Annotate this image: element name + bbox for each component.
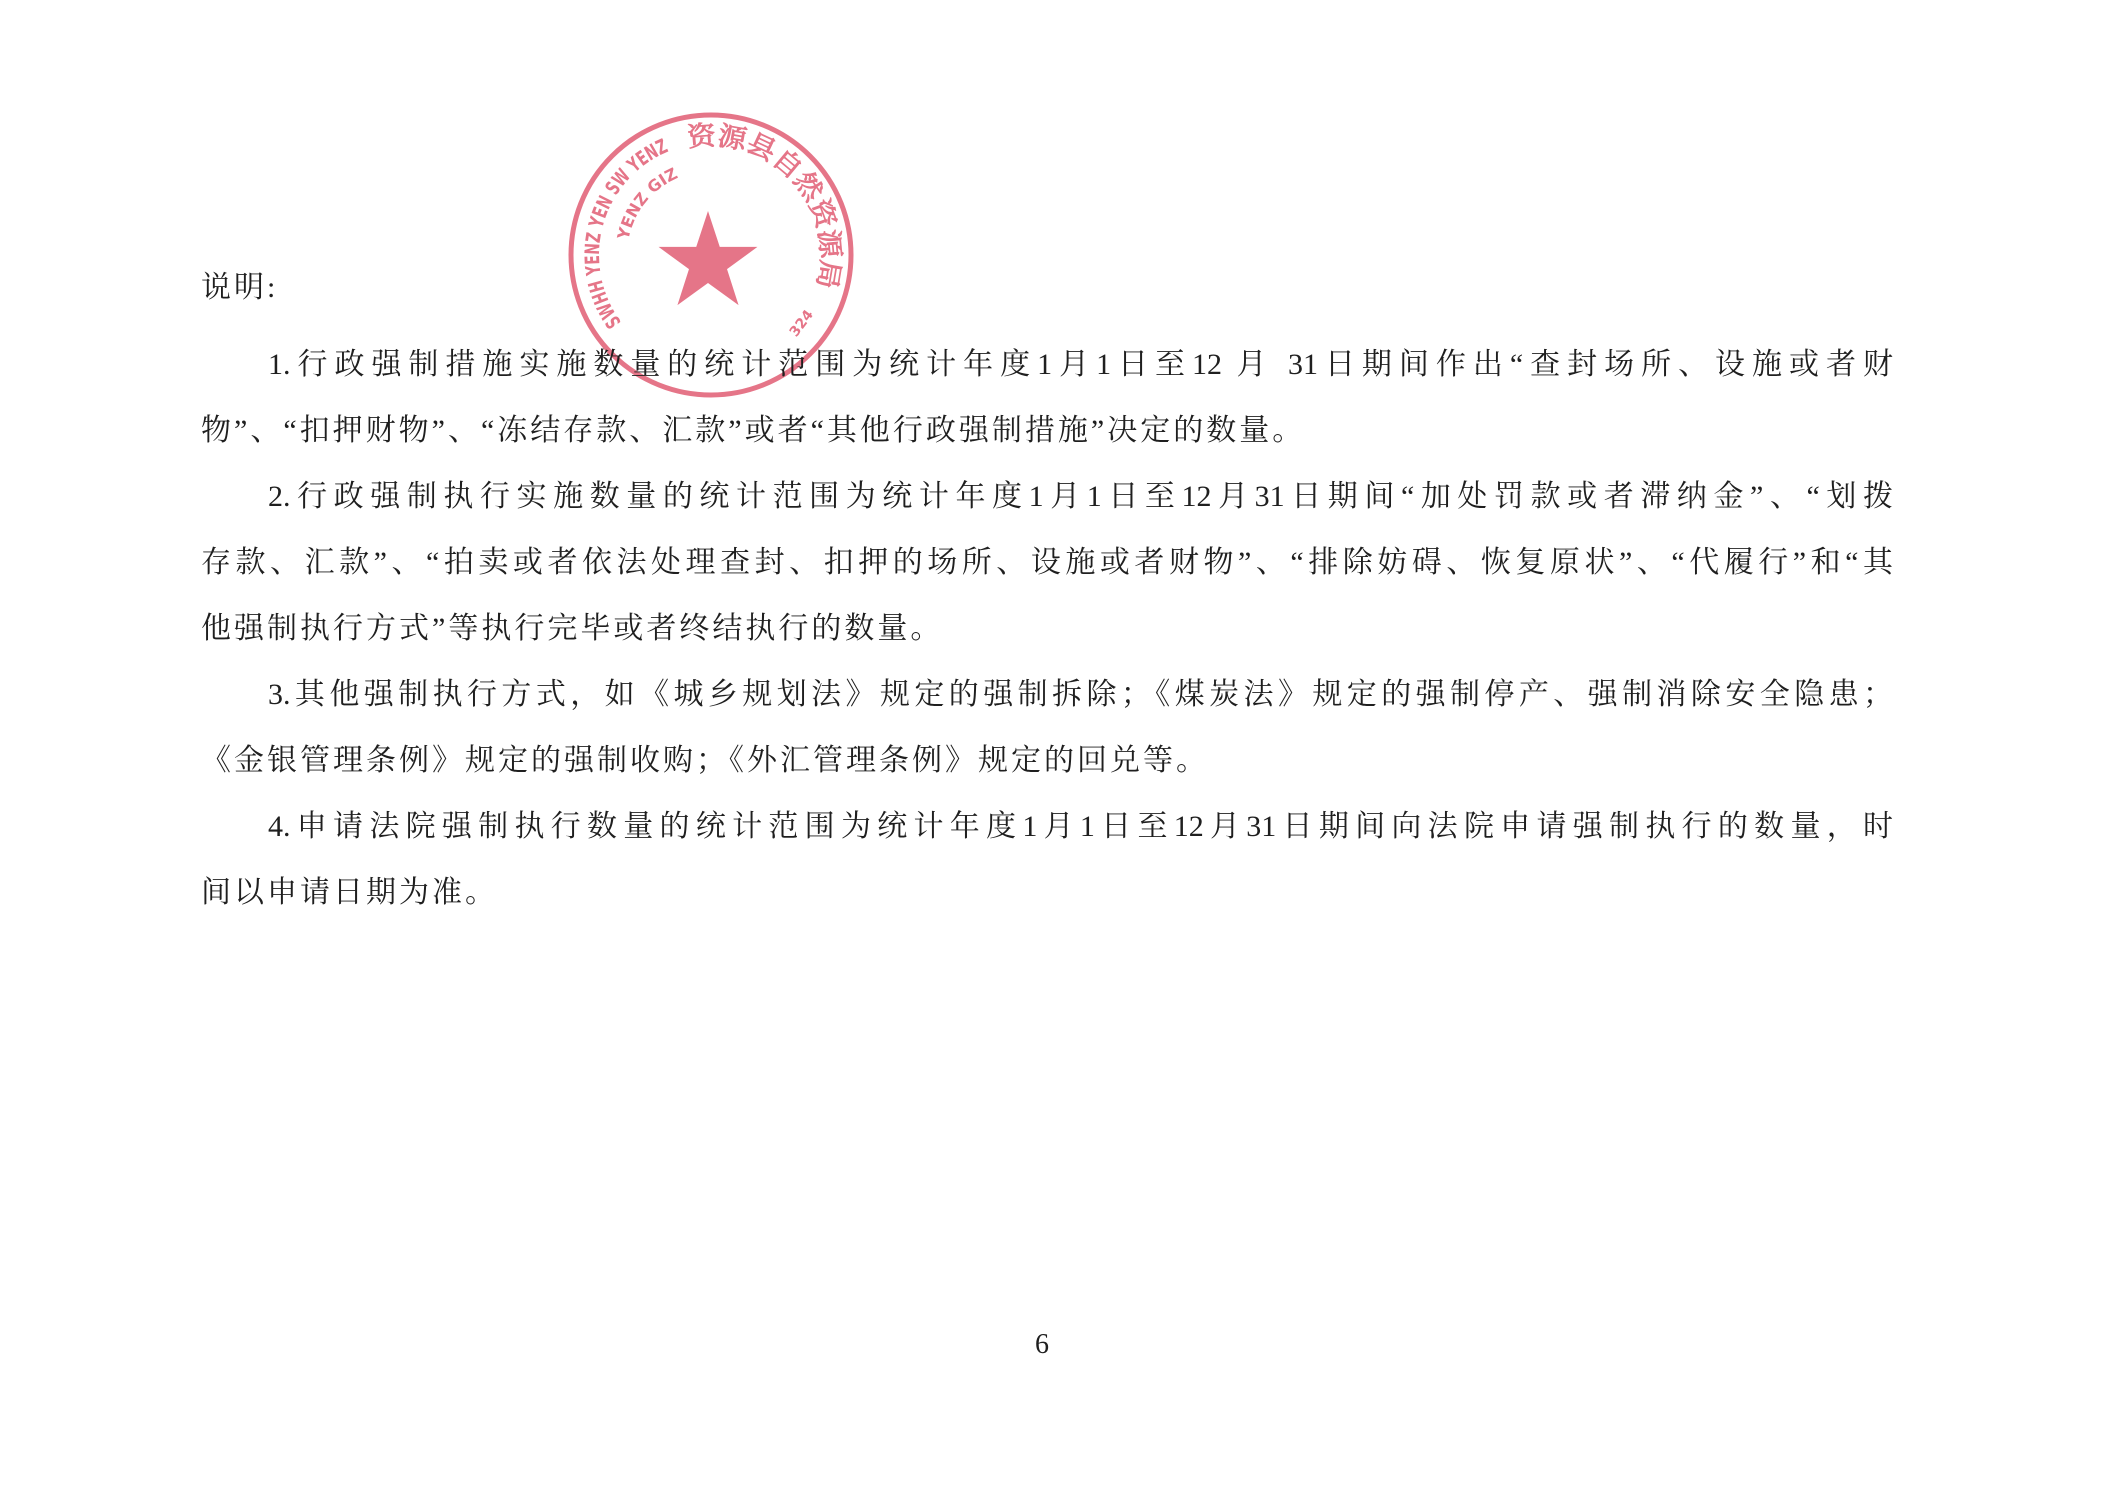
seal-code-text: 324 [786, 307, 817, 341]
paragraph-line: 1.行政强制措施实施数量的统计范围为统计年度1月1日至12 月 31日期间作出“查封场所、设施或者财 [268, 348, 1893, 381]
seal-latin-text: SWHH YENZ YEN SW YENZ [579, 131, 676, 334]
seal-chinese-text: 资源县自然资源局 [686, 120, 846, 290]
paragraph-line: 《金银管理条例》规定的强制收购；《外汇管理条例》规定的回兑等。 [201, 744, 1209, 777]
seal-inner-text: YENZ GIZ [613, 163, 681, 242]
star-icon [659, 211, 758, 305]
note-paragraph-4 [201, 794, 1893, 926]
paragraph-line: 他强制执行方式”等执行完毕或者终结执行的数量。 [201, 612, 944, 645]
note-paragraph-2 [201, 464, 1893, 662]
paragraph-line: 3.其他强制执行方式，如《城乡规划法》规定的强制拆除；《煤炭法》规定的强制停产、强制消除安全隐患； [268, 678, 1893, 711]
page-number: 6 [1035, 1329, 1049, 1360]
note-paragraph-3 [201, 662, 1893, 794]
paragraph-line: 物”、“扣押财物”、“冻结存款、汇款”或者“其他行政强制措施”决定的数量。 [201, 414, 1306, 447]
notes-body [201, 332, 1893, 926]
paragraph-line: 间以申请日期为准。 [201, 876, 498, 909]
notes-heading: 说明: [201, 271, 279, 304]
paragraph-line: 存款、汇款”、“拍卖或者依法处理查封、扣押的场所、设施或者财物”、“排除妨碍、恢复原状”、“代履行”和“其 [201, 546, 1893, 579]
paragraph-line: 2.行政强制执行实施数量的统计范围为统计年度1月1日至12月31日期间“加处罚款或者滞纳金”、“划拨 [268, 480, 1893, 513]
paragraph-line: 4.申请法院强制执行数量的统计范围为统计年度1月1日至12月31日期间向法院申请强制执行的数量，时 [268, 810, 1893, 843]
note-paragraph-1 [201, 332, 1893, 464]
